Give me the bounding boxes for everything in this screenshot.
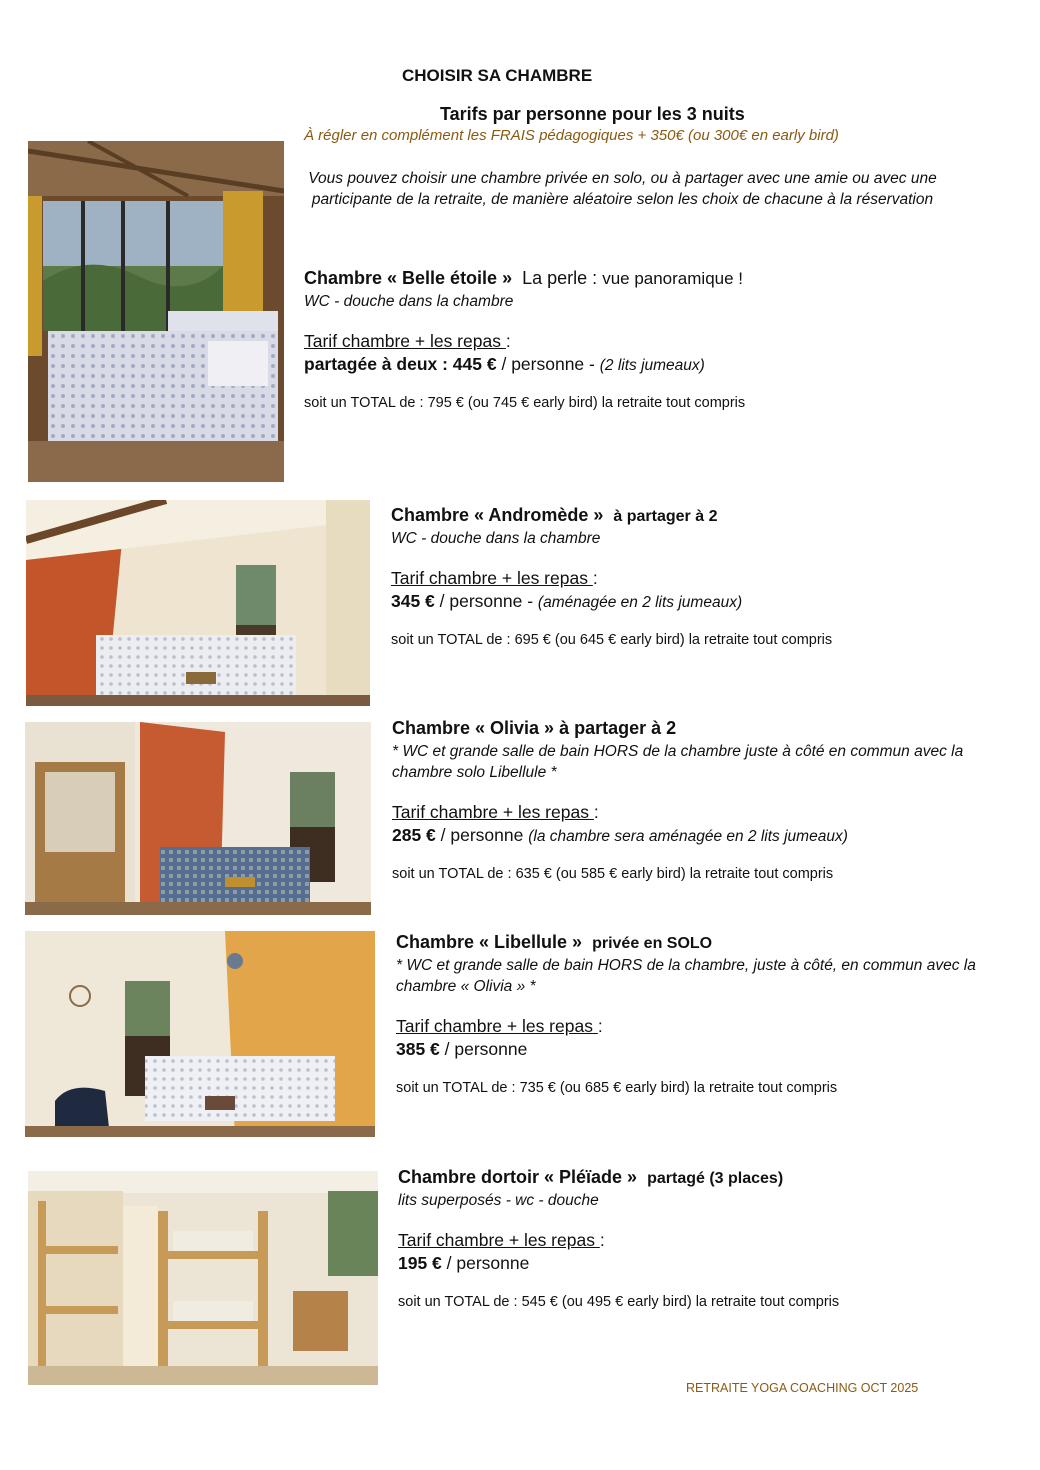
room-tag: privée en SOLO xyxy=(592,935,713,952)
price-line: partagée à deux : 445 € / personne - (2 lits jumeaux) xyxy=(304,354,705,374)
room-photo-andromede xyxy=(26,500,370,706)
page-subtitle: Tarifs par personne pour les 3 nuits xyxy=(440,104,745,124)
tariff-label: Tarif chambre + les repas : xyxy=(392,802,599,822)
room-tag: partagé (3 places) xyxy=(647,1170,784,1187)
fees-note: À régler en complément les FRAIS pédagogiques + 350€ (ou 300€ en early bird) xyxy=(304,127,839,144)
room-tag-extra: vue panoramique ! xyxy=(602,269,744,288)
room-olivia xyxy=(392,718,1002,882)
room-title xyxy=(304,268,1024,289)
footer-text: RETRAITE YOGA COACHING OCT 2025 xyxy=(686,1381,919,1395)
intro-text: Vous pouvez choisir une chambre privée en solo, ou à partager avec une amie ou avec une participante de la retraite, de manière aléatoire selon les choix de chacune à la réservation xyxy=(308,170,937,208)
total-line: soit un TOTAL de : 545 € (ou 495 € early bird) la retraite tout compris xyxy=(398,1294,840,1310)
total-line: soit un TOTAL de : 735 € (ou 685 € early bird) la retraite tout compris xyxy=(396,1080,838,1096)
room-description: * WC et grande salle de bain HORS de la chambre juste à côté en commun avec la chambre solo Libellule * xyxy=(392,743,964,781)
room-title xyxy=(398,1167,1008,1188)
room-tag: à partager à 2 xyxy=(613,508,718,525)
room-name: Chambre « Olivia » à partager à 2 xyxy=(392,718,677,738)
room-name: Chambre dortoir « Pléïade » xyxy=(398,1167,638,1187)
room-title xyxy=(392,718,1002,739)
room-description: WC - douche dans la chambre xyxy=(304,293,514,310)
room-description: WC - douche dans la chambre xyxy=(391,530,601,547)
room-description: * WC et grande salle de bain HORS de la chambre, juste à côté, en commun avec la chambre « Olivia » * xyxy=(396,957,976,995)
tariff-label: Tarif chambre + les repas : xyxy=(391,568,598,588)
room-andromede xyxy=(391,505,1031,648)
room-pleiade xyxy=(398,1167,1008,1310)
room-photo-pleiade xyxy=(28,1171,378,1385)
price-line: 345 € / personne - (aménagée en 2 lits jumeaux) xyxy=(391,591,743,611)
price-line: 385 € / personne xyxy=(396,1039,528,1059)
room-tag: La perle : xyxy=(522,268,598,288)
room-photo-belle-etoile xyxy=(28,141,284,482)
room-name: Chambre « Andromède » xyxy=(391,505,604,525)
price-line: 195 € / personne xyxy=(398,1253,530,1273)
room-name: Chambre « Libellule » xyxy=(396,932,583,952)
tariff-label: Tarif chambre + les repas : xyxy=(396,1016,603,1036)
room-description: lits superposés - wc - douche xyxy=(398,1192,599,1209)
room-belle-etoile xyxy=(304,268,1024,411)
page-title: CHOISIR SA CHAMBRE xyxy=(402,66,593,85)
tariff-label: Tarif chambre + les repas : xyxy=(304,331,511,351)
room-libellule xyxy=(396,932,1006,1096)
room-name: Chambre « Belle étoile » xyxy=(304,268,513,288)
room-title xyxy=(396,932,1006,953)
total-line: soit un TOTAL de : 795 € (ou 745 € early bird) la retraite tout compris xyxy=(304,395,746,411)
price-line: 285 € / personne (la chambre sera aménagée en 2 lits jumeaux) xyxy=(392,825,848,845)
room-photo-olivia xyxy=(25,722,371,915)
room-title xyxy=(391,505,1031,526)
room-photo-libellule xyxy=(25,931,375,1137)
total-line: soit un TOTAL de : 635 € (ou 585 € early bird) la retraite tout compris xyxy=(392,866,834,882)
tariff-label: Tarif chambre + les repas : xyxy=(398,1230,605,1250)
total-line: soit un TOTAL de : 695 € (ou 645 € early bird) la retraite tout compris xyxy=(391,632,833,648)
